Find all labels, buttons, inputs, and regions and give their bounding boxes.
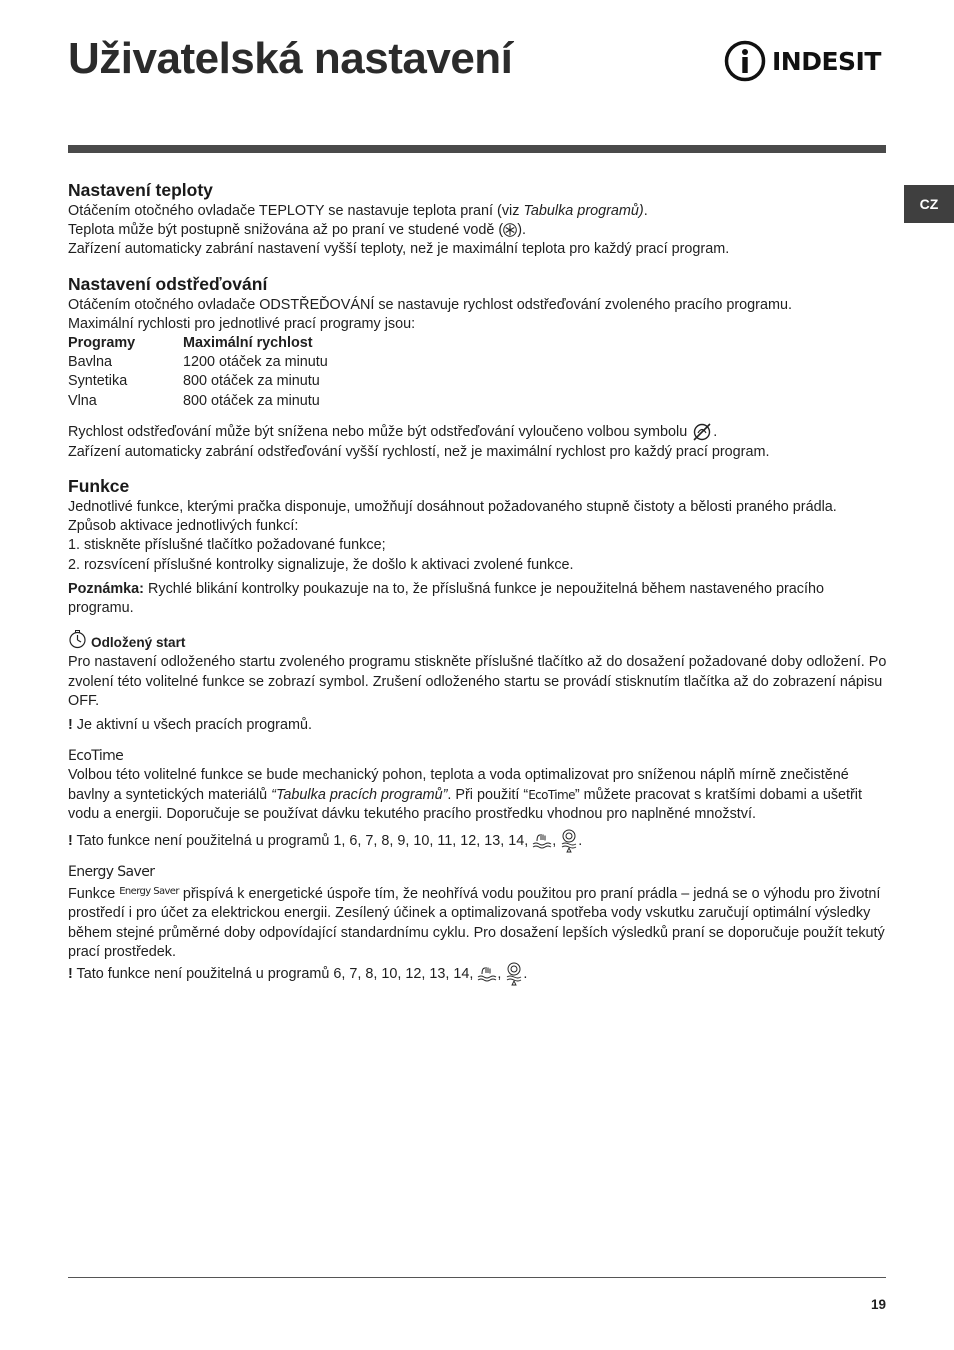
warning-text: Tato funkce není použitelná u programů 1, 6, 7, 8, 9, 10, 11, 12, 13, 14, xyxy=(72,832,533,849)
brand-name: INDESIT xyxy=(772,46,881,76)
functions-line-1: Jednotlivé funkce, kterými pračka disponuje, umožňují dosáhnout požadovaného stupně čistoty a bělosti praného prádla. xyxy=(68,499,837,516)
eco-time-logo: EcoTime xyxy=(68,748,124,765)
warning-text: . xyxy=(523,965,528,982)
functions-section xyxy=(68,474,890,618)
note-text: Rychlé blikání kontrolky poukazuje na to, že příslušná funkce je nepoužitelná během nastaveného pracího programu. xyxy=(68,580,824,617)
energy-saver-inline-logo: Energy Saver xyxy=(119,886,179,898)
energy-saver-text xyxy=(68,882,890,962)
functions-step-1: 1. stiskněte příslušné tlačítko požadované funkce; xyxy=(68,537,386,554)
spin-text: Rychlost odstřeďování může být snížena nebo může být odstřeďování vyloučeno volbou symbolu xyxy=(68,423,692,440)
energy-saver-logo: Energy Saver xyxy=(68,864,155,881)
eco-time-body: Volbou této volitelné funkce se bude mechanický pohon, teplota a voda optimalizovat pro sníženou náplň mírně znečistěné bavlny a syntetických materiálů xyxy=(68,767,849,803)
delayed-start-clock-icon xyxy=(68,630,87,649)
warning-text: , xyxy=(552,832,561,849)
cold-wash-snowflake-icon xyxy=(503,223,517,237)
energy-saver-section xyxy=(68,863,890,986)
functions-step-2: 2. rozsvícení příslušné kontrolky signalizuje, že došlo k aktivaci zvolené funkce. xyxy=(68,556,574,573)
table-row xyxy=(68,353,328,372)
spin-line-2: Maximální rychlosti pro jednotlivé prací programy jsou: xyxy=(68,315,416,332)
temperature-heading: Nastavení teploty xyxy=(68,180,213,200)
page-title: Uživatelská nastavení xyxy=(68,34,513,83)
spin-text: . xyxy=(713,423,718,440)
delayed-start-heading: Odložený start xyxy=(91,635,186,651)
warning-text: Tato funkce není použitelná u programů 6, 7, 8, 10, 12, 13, 14, xyxy=(72,965,478,982)
functions-note xyxy=(68,580,890,618)
table-header-row xyxy=(68,334,328,353)
warning-mark: ! xyxy=(68,832,73,849)
temperature-section xyxy=(68,178,890,260)
spin-heading: Nastavení odstřeďování xyxy=(68,273,268,294)
warning-text: Je aktivní u všech pracích programů. xyxy=(72,717,312,734)
column-header-max-speed: Maximální rychlost xyxy=(183,335,313,352)
spin-line-1: Otáčením otočného ovladače ODSTŘEĎOVÁNÍ se nastavuje rychlost odstřeďování zvoleného pracího programu. xyxy=(68,296,792,313)
functions-heading: Funkce xyxy=(68,476,130,497)
indesit-logo xyxy=(724,40,886,82)
warning-text: , xyxy=(497,965,506,982)
delayed-start-warning xyxy=(68,716,890,735)
temperature-text: ). xyxy=(517,222,526,239)
temperature-line-3: Zařízení automaticky zabrání nastavení vyšší teploty, než je maximální teplota pro každý prací program. xyxy=(68,241,730,258)
warning-mark: ! xyxy=(68,965,73,982)
program-table-reference: Tabulka programů) xyxy=(523,203,644,219)
program-cell: Vlna xyxy=(68,392,97,409)
eco-time-heading xyxy=(68,747,890,766)
delayed-start-section xyxy=(68,630,890,735)
eco-time-text xyxy=(68,766,890,824)
functions-line-2: Způsob aktivace jednotlivých funkcí: xyxy=(68,518,299,535)
table-row xyxy=(68,392,328,411)
page-number: 19 xyxy=(870,1297,886,1312)
eco-time-warning xyxy=(68,829,890,853)
table-row xyxy=(68,372,328,391)
hand-wash-icon xyxy=(532,832,552,850)
program-cell: Syntetika xyxy=(68,373,128,390)
brand-i-icon xyxy=(724,40,766,82)
spin-note-1 xyxy=(68,421,890,443)
program-table-reference: “Tabulka pracích programů” xyxy=(271,786,448,803)
footer-divider xyxy=(68,1277,886,1278)
column-header-programs: Programy xyxy=(68,335,136,352)
page-content xyxy=(68,178,890,986)
spin-section xyxy=(68,272,890,462)
eco-time-section xyxy=(68,747,890,853)
speed-cell: 800 otáček za minutu xyxy=(183,392,320,409)
temperature-text: . xyxy=(643,203,648,219)
energy-saver-body: přispívá k energetické úspoře tím, že neohřívá vodu použitou pro praní prádla – jedná se o výhodu pro životní prostředí i pro účet za elektrickou energii. Zesílený účinek a optimalizovaná spotřeba vody vskutku zaručují optimální výsledky během stejné průměrné doby odpovídající standardnímu cyklu. Pro dosažení lepších výsledků praní se doporučuje použít tekutý prací prostředek. xyxy=(68,886,885,960)
energy-saver-heading xyxy=(68,863,890,882)
drum-wash-icon xyxy=(505,962,523,986)
speed-cell: 1200 otáček za minutu xyxy=(183,354,328,371)
spin-note-2: Zařízení automaticky zabrání odstřeďování vyšší rychlostí, než je maximální rychlost pro každý prací program. xyxy=(68,443,770,460)
note-label: Poznámka: xyxy=(68,580,144,597)
warning-text: . xyxy=(578,832,583,849)
eco-time-body: ” můžete pracovat s kratšími dobami a ušetřit vodu a energii. Doporučuje se používat dávku tekutého pracího prostředku vhodnou pro naplněné množství. xyxy=(68,786,863,822)
speed-cell: 800 otáček za minutu xyxy=(183,373,320,390)
spin-speed-table xyxy=(68,334,328,411)
temperature-text: Otáčením otočného ovladače TEPLOTY se nastavuje teplota praní (viz xyxy=(68,203,524,219)
eco-time-inline-logo: EcoTime xyxy=(528,787,575,802)
drum-wash-icon xyxy=(560,829,578,853)
delayed-start-heading-row xyxy=(68,630,890,653)
warning-mark: ! xyxy=(68,717,73,734)
temperature-line-2 xyxy=(68,221,890,240)
header-divider xyxy=(68,145,886,153)
temperature-line-1 xyxy=(68,202,890,221)
temperature-text: Teplota může být postupně snižována až po praní ve studené vodě ( xyxy=(68,222,504,239)
energy-saver-warning xyxy=(68,962,890,986)
eco-time-body: . Při použití “ xyxy=(447,786,529,803)
delayed-start-text: Pro nastavení odloženého startu zvoleného programu stiskněte příslušné tlačítko až do dosažení požadované doby odložení. Po zvolení této volitelné funkce se zobrazí symbol. Zrušení odloženého startu se provádí stisknutím tlačítka až do zobrazení nápisu OFF. xyxy=(68,654,887,709)
program-cell: Bavlna xyxy=(68,354,113,371)
hand-wash-icon xyxy=(477,965,497,983)
no-spin-icon xyxy=(691,421,713,443)
energy-saver-body: Funkce xyxy=(68,886,120,903)
language-tab: CZ xyxy=(904,185,954,223)
